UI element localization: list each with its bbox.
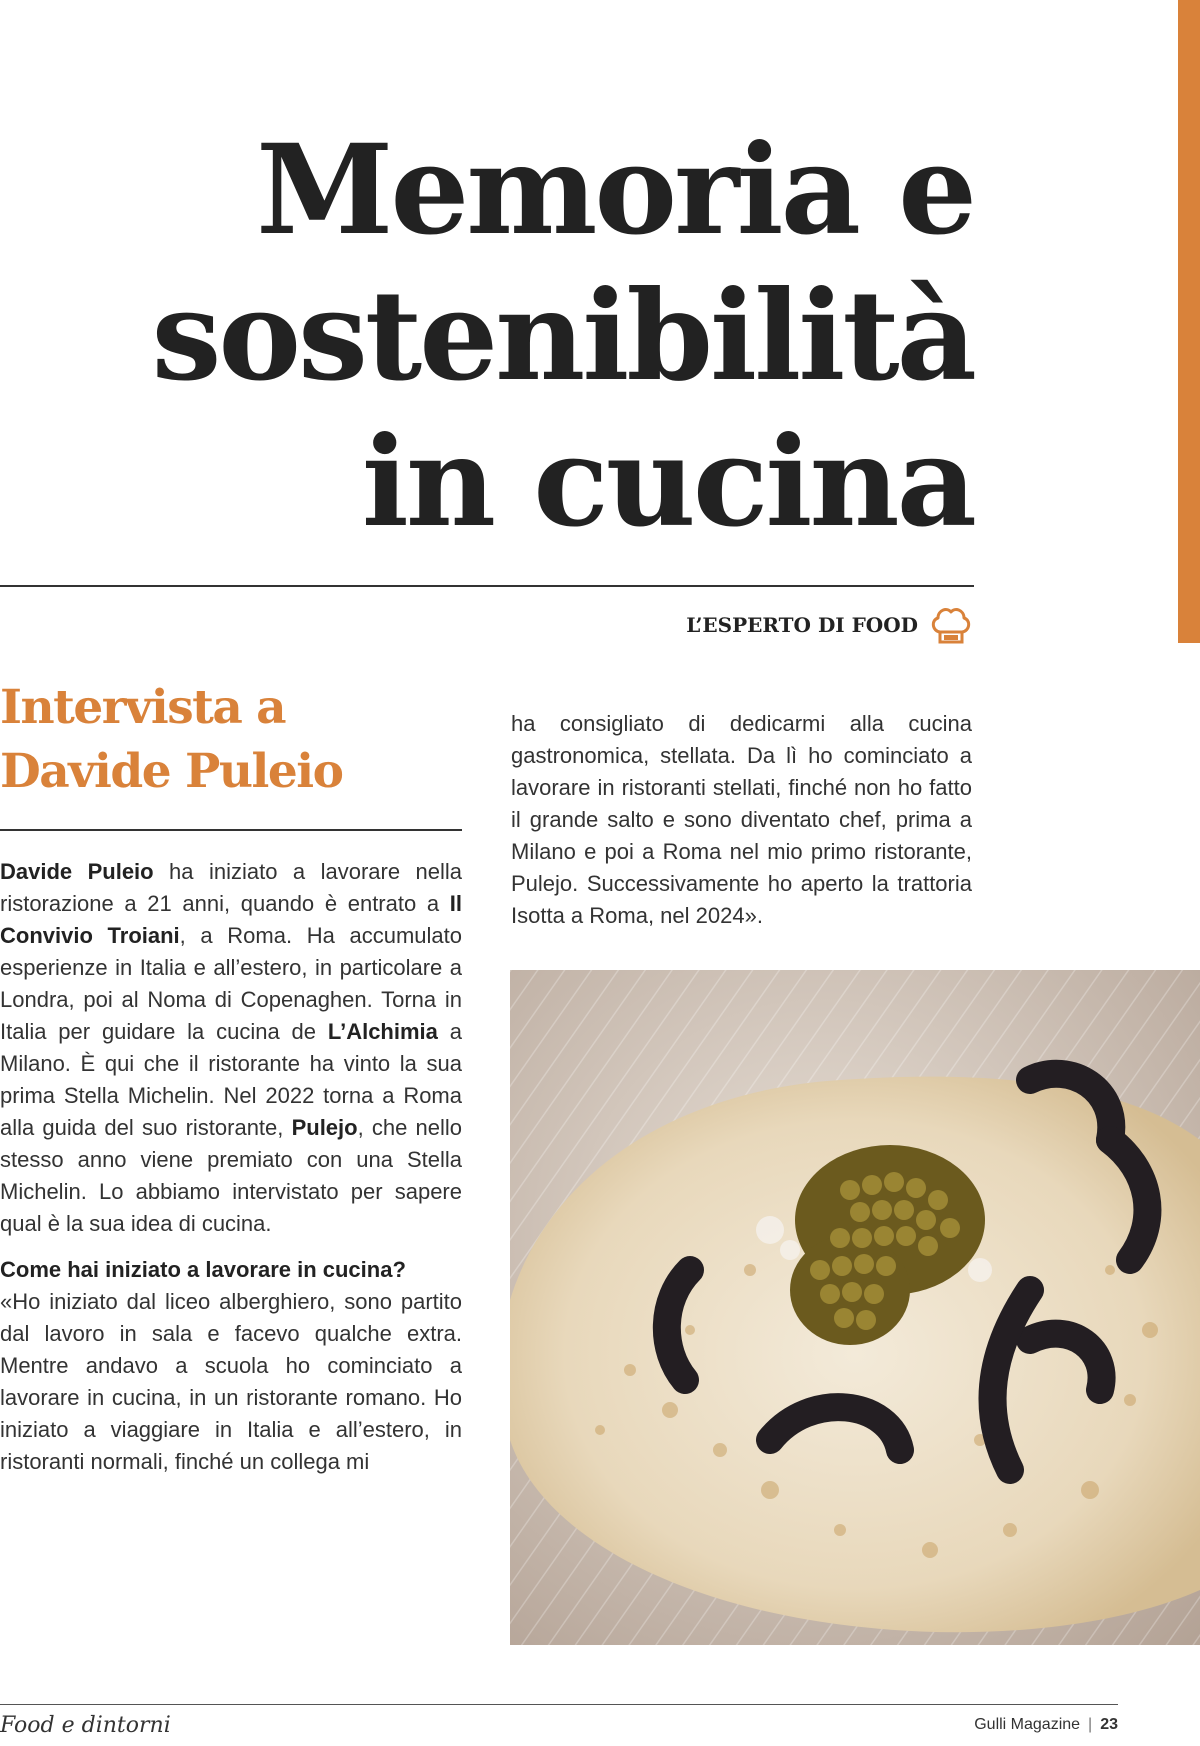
interview-answer-continued: ha consigliato di dedicarmi alla cucina gastronomica, stellata. Da lì ho cominciato a lavorare in ristoranti stellati, finché non ho fatto il grande salto e sono diventato chef, prima a Milano e poi a Roma nel mio primo ristorante, Pulejo. Successivamente ho aperto la trattoria Isotta a Roma, nel 2024». xyxy=(511,711,972,928)
article-column-right xyxy=(511,708,972,932)
section-tag-label: L’ESPERTO DI FOOD xyxy=(686,613,918,637)
intro-text: a Milano. È qui che il ristorante ha vinto la sua prima Stella Michelin. Nel 2022 torna a Roma alla guida del suo ristorante, xyxy=(0,1019,462,1140)
title-line: Memoria e xyxy=(256,118,974,263)
intro-paragraph xyxy=(0,856,462,1240)
footer-section-name: Food e dintorni xyxy=(0,1713,171,1738)
page-title xyxy=(74,118,974,556)
dish-photo xyxy=(510,970,1200,1645)
title-line: in cucina xyxy=(361,410,974,555)
chef-hat-icon xyxy=(928,602,974,648)
interview-answer: «Ho iniziato dal liceo alberghiero, sono partito dal lavoro in sala e facevo qualche extra. Mentre andavo a scuola ho cominciato a lavorare in cucina, in un ristorante romano. Ho iniziato a viaggiare in Italia e all’estero, in ristoranti normali, finché un collega mi xyxy=(0,1289,462,1474)
footer-page-info xyxy=(974,1716,1118,1734)
interview-question: Come hai iniziato a lavorare in cucina? xyxy=(0,1257,406,1282)
restaurant-name: Il Convivio Troiani xyxy=(0,891,462,948)
accent-side-bar xyxy=(1178,0,1200,643)
subtitle-line: Davide Puleio xyxy=(0,744,343,799)
interview-subtitle xyxy=(0,676,470,804)
page-number: 23 xyxy=(1100,1716,1118,1733)
section-tag xyxy=(686,602,974,648)
intro-text: , che nello stesso anno viene premiato con una Stella Michelin. Lo abbiamo intervistato per sapere qual è la sua idea di cucina. xyxy=(0,1115,462,1236)
subtitle-divider xyxy=(0,829,462,831)
footer-divider xyxy=(0,1704,1118,1705)
title-line: sostenibilità xyxy=(151,264,974,409)
footer-separator: | xyxy=(1088,1716,1093,1733)
intro-text: ha iniziato a lavorare nella ristorazione a 21 anni, quando è entrato a xyxy=(0,859,462,916)
intro-text: , a Roma. Ha accumulato esperienze in Italia e all’estero, in particolare a Londra, poi al Noma di Copenaghen. Torna in Italia per guidare la cucina de xyxy=(0,923,462,1044)
article-column-left xyxy=(0,856,462,1478)
chef-name: Davide Puleio xyxy=(0,859,154,884)
dish-illustration xyxy=(510,970,1200,1645)
footer-magazine: Gulli Magazine xyxy=(974,1716,1081,1733)
title-divider xyxy=(0,585,974,587)
restaurant-name: L’Alchimia xyxy=(327,1019,438,1044)
restaurant-name: Pulejo xyxy=(291,1115,358,1140)
subtitle-line: Intervista a xyxy=(0,680,286,735)
